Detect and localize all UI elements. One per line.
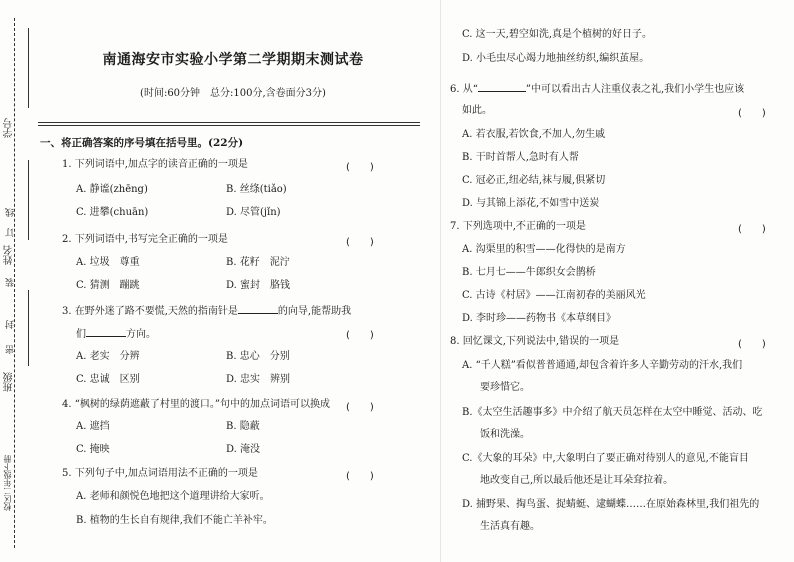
q1-option-c: C. 进攀(chuān) [76, 207, 149, 218]
q8-option-b-line1: B.《太空生活趣事多》中介绍了航天员怎样在太空中睡觉、活动、吃 [462, 407, 763, 418]
q2-option-d: D. 蜜封 胳钱 [226, 280, 291, 291]
q5-option-d: D. 小毛虫尽心竭力地抽丝纺织,编织茧屋。 [462, 53, 650, 64]
grade-label: 校区二年级下册 [3, 455, 12, 511]
student-name-blank [28, 160, 29, 240]
binding-strip [0, 0, 40, 562]
q4-option-c: C. 掩映 [76, 444, 110, 455]
q3-answer-paren[interactable]: ( ) [346, 330, 374, 341]
q1-option-d: D. 尽管(jǐn) [226, 207, 281, 218]
q7-option-c: C. 古诗《村居》——江南初春的美丽风光 [462, 290, 646, 301]
q3-blank-1[interactable] [238, 303, 278, 314]
q5-option-b: B. 植物的生长自有规律,我们不能亡羊补牢。 [76, 515, 273, 526]
q1-option-a: A. 静谧(zhēng) [76, 184, 148, 195]
q3-stem-part3: 们 [76, 329, 86, 340]
q8-option-d-line2: 生活真有趣。 [480, 521, 540, 532]
section-heading: 一、将正确答案的序号填在括号里。(22分) [40, 137, 244, 149]
q3-option-c: C. 忠诚 区别 [76, 374, 140, 385]
q7-answer-paren[interactable]: ( ) [738, 224, 766, 235]
binding-mark-bind: 装 [6, 278, 16, 287]
header-divider-bottom [38, 125, 420, 126]
q5-option-c: C. 这一天,碧空如洗,真是个植树的好日子。 [462, 29, 653, 40]
q3-option-d: D. 忠实 辨别 [226, 374, 291, 385]
binding-mark-order: 订 [6, 228, 16, 237]
q4-option-a: A. 遮挡 [76, 421, 110, 432]
q2-stem: 2. 下列词语中,书写完全正确的一项是 [62, 234, 228, 245]
q8-option-c-line2: 地改变自己,所以最后他还是让耳朵耷拉着。 [480, 475, 674, 486]
q8-option-a-line1: A. “千人糕”看似普普通通,却包含着许多人辛勤劳动的汗水,我们 [462, 360, 743, 371]
q7-stem: 7. 下列选项中,不正确的一项是 [450, 221, 586, 232]
q3-stem-part2: 的向导,能帮助我 [277, 306, 352, 317]
page-fold [440, 0, 441, 562]
q3-stem-part1: 3. 在野外迷了路不要慌,天然的指南针是 [62, 306, 238, 317]
q5-stem: 5. 下列句子中,加点词语用法不正确的一项是 [62, 468, 258, 479]
q3-option-a: A. 老实 分辨 [76, 351, 140, 362]
student-name-label: 姓名 [4, 245, 15, 265]
q8-option-b-line2: 饭和洗澡。 [480, 429, 530, 440]
student-id-label: 学号 [4, 118, 15, 138]
q8-answer-paren[interactable]: ( ) [738, 339, 766, 350]
binding-mark-seal: 封 [6, 320, 16, 329]
class-label: 班级 [4, 372, 15, 392]
q7-option-b: B. 七月七——牛郎织女会鹊桥 [462, 267, 596, 278]
q2-option-a: A. 垃圾 尊重 [76, 257, 140, 268]
q7-option-d: D. 李时珍——药物书《本草纲目》 [462, 313, 617, 324]
q8-stem: 8. 回忆课文,下列说法中,错误的一项是 [450, 336, 620, 347]
q5-answer-paren[interactable]: ( ) [346, 471, 374, 482]
q6-option-b: B. 干时首帮人,急时有人帮 [462, 152, 579, 163]
q2-option-c: C. 猜测 蹦跳 [76, 280, 140, 291]
q1-stem: 1. 下列词语中,加点字的读音正确的一项是 [62, 159, 248, 170]
q1-option-b: B. 丝绦(tiǎo) [226, 184, 287, 195]
q3-stem-part4: 方向。 [126, 329, 156, 340]
q6-stem-part1: 6. 从“ [450, 84, 478, 95]
student-id-blank [28, 28, 29, 108]
header-divider-top [38, 122, 420, 123]
q2-option-b: B. 花籽 泥泞 [226, 257, 290, 268]
q6-option-c: C. 冠必正,纽必结,袜与履,俱紧切 [462, 175, 606, 186]
binding-mark-secret: 密 [6, 345, 16, 354]
q3-stem-line2 [76, 326, 156, 342]
q2-answer-paren[interactable]: ( ) [346, 237, 374, 248]
q6-answer-paren[interactable]: ( ) [738, 108, 766, 119]
q8-option-d-line1: D. 捕野果、掏鸟蛋、捉蜻蜓、逮蝴蝶……在原始森林里,我们祖先的 [462, 499, 760, 510]
q4-option-b: B. 隐蔽 [226, 421, 260, 432]
q4-stem: 4. “枫树的绿荫遮蔽了村里的渡口。”句中的加点词语可以换成 [62, 399, 330, 410]
binding-mark-line: 线 [6, 208, 16, 217]
q3-stem-line1 [62, 303, 351, 319]
q6-stem-line1 [450, 81, 744, 97]
q6-option-a: A. 若衣服,若饮食,不加人,勿生戚 [462, 129, 606, 140]
q8-option-c-line1: C.《大象的耳朵》中,大象明白了要正确对待别人的意见,不能盲目 [462, 453, 749, 464]
q8-option-a-line2: 要珍惜它。 [480, 382, 530, 393]
q1-answer-paren[interactable]: ( ) [346, 162, 374, 173]
q5-option-a: A. 老师和颜悦色地把这个道理讲给大家听。 [76, 491, 270, 502]
q4-answer-paren[interactable]: ( ) [346, 402, 374, 413]
q3-blank-2[interactable] [86, 326, 126, 337]
q6-blank[interactable] [478, 81, 526, 92]
class-blank [28, 290, 29, 366]
q6-stem-part2: ”中可以看出古人注重仪表之礼,我们小学生也应该 [525, 84, 745, 95]
q4-option-d: D. 淹没 [226, 444, 261, 455]
q3-option-b: B. 忠心 分别 [226, 351, 290, 362]
exam-subtitle: (时间:60分钟 总分:100分,含卷面分3分) [140, 88, 326, 99]
q6-stem-line2: 如此。 [462, 105, 492, 116]
q7-option-a: A. 沟渠里的积雪——化得快的是南方 [462, 244, 626, 255]
q6-option-d: D. 与其锦上添花,不如雪中送炭 [462, 198, 600, 209]
exam-title: 南通海安市实验小学第二学期期末测试卷 [102, 52, 364, 68]
